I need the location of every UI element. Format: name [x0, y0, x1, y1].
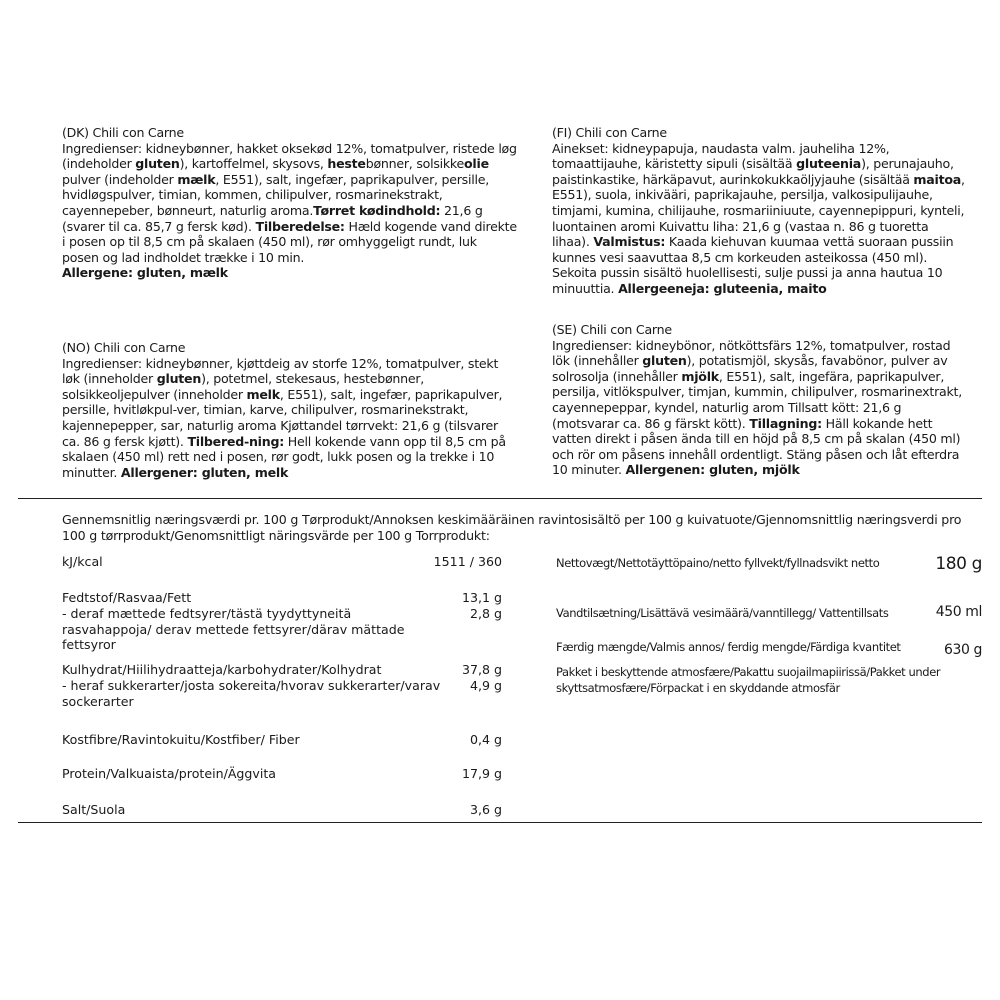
se-title: (SE) Chili con Carne [552, 322, 672, 337]
sugar-label: - heraf sukkerarter/josta sokereita/hvorav sukkerarter/varav sockerarter [62, 678, 441, 709]
dk-ingredients-text-3: bønner, solsikke [365, 156, 465, 172]
net-weight-label: Nettovægt/Nettotäyttöpaino/netto fyllvekt/fyllnadsvikt netto [556, 556, 880, 570]
final-quantity-row [556, 640, 986, 660]
salt-value: 3,6 g [469, 802, 502, 817]
fi-ingredients-text-1: Ainekset: kidneypapuja, naudasta valm. jauheliha 12%, tomaattijauhe, käristetty sipuli (sisältää [552, 140, 890, 172]
se-section [552, 322, 967, 478]
dk-meat-label: Tørret kødindhold: [313, 202, 441, 218]
final-quantity-label: Færdig mængde/Valmis annos/ ferdig mengde/Färdiga kvantitet [556, 640, 901, 654]
water-label: Vandtilsætning/Lisättävä vesimäärä/vanntillegg/ Vattentillsats [556, 606, 889, 620]
nutrition-row-protein [62, 766, 512, 782]
fi-allergen-maitoa: maitoa [913, 171, 962, 187]
water-value: 450 ml [935, 604, 982, 620]
se-ingredients-text-3: , E551), salt, ingefära, paprikapulver, persilja, vitlökspulver, timjan, kummin, chilipulver, rosmarinextrakt, cayennepeppar, kyndel, naturlig arom Tillsatt kött: 21,6 g (motsvarar ca. 86 g färskt kött). [552, 368, 962, 431]
final-quantity-value: 630 g [943, 642, 982, 658]
dk-ingredients-text-4: pulver (indeholder [62, 171, 178, 187]
no-ingredients-label: Ingredienser: [62, 355, 146, 371]
fi-ingredients [552, 141, 967, 297]
no-ingredients-text-2: ), potetmel, stekesaus, hestebønner, solsikkeoljepulver (inneholder [62, 371, 425, 402]
dk-ingredients-text-2: ), kartoffelmel, skysovs, [179, 156, 328, 172]
se-allergen-mjolk: mjölk [681, 368, 719, 384]
no-allergen-gluten: gluten [156, 371, 202, 387]
nutrition-row-carbs [62, 662, 512, 712]
nutrition-row-energy [62, 554, 512, 570]
saturated-fat-label: - deraf mættede fedtsyrer/tästä tyydyttyneitä rasvahappoja/ derav mettede fettsyrer/därav mättade fettsyror [62, 606, 405, 653]
fibre-value: 0,4 g [469, 732, 502, 747]
no-title: (NO) Chili con Carne [62, 340, 186, 355]
dk-allergen-maelk: mælk [177, 171, 216, 187]
fi-title: (FI) Chili con Carne [552, 125, 667, 140]
net-weight-row [556, 556, 986, 580]
no-section [62, 340, 517, 480]
no-prep-text: Hell kokende vann opp til 8,5 cm på skalaen (450 ml) rett ned i posen, rør godt, lukk posen og la trekke i 10 minutter. [62, 433, 506, 480]
dk-allergen-heste: heste [327, 156, 366, 172]
fi-ingredients-text-3: , E551), suola, inkivääri, paprikajauhe, persilja, valkosipulijauhe, timjami, kumina, chilijauhe, rosmariiniuute, cayennepippuri, kynteli, luontainen aromi Kuivattu liha: 21,6 g (vastaa n. 86 g tuoretta lihaa). [552, 171, 965, 250]
fi-allergen-gluteenia: gluteenia [796, 156, 862, 172]
protein-value: 17,9 g [461, 766, 502, 781]
dk-meat-text: 21,6 g (svarer til ca. 85,7 g fersk kød). [62, 202, 483, 234]
no-ingredients-text-1: kidneybønner, kjøttdeig av storfe 12%, tomatpulver, stekt løk (inneholder [62, 355, 499, 387]
nutrition-header: Gennemsnitlig næringsværdi pr. 100 g Tørprodukt/Annoksen keskimääräinen ravintosisältö per 100 g kuivatuote/Gjennomsnittlig næringsverdi pro 100 g tørrprodukt/Genomsnittligt näringsvärde per 100 g Torrprodukt: [62, 512, 962, 543]
se-prep-text: Häll kokande hett vatten direkt i påsen ända till en höjd på 8,5 cm på skalan (450 ml) och rör om påsens innehåll ordentligt. Stäng påsen och låt efterdra 10 minuter. [552, 415, 961, 478]
dk-section [62, 125, 517, 281]
fi-prep-text: Kaada kiehuvan kuumaa vettä suoraan pussiin kunnes vesi saavuttaa 8,5 cm korkeuden asteikossa (450 ml). Sekoita pussin sisältö huolellisesti, sulje pussi ja anna hautua 10 minuuttia. [552, 234, 954, 296]
carb-label: Kulhydrat/Hiilihydraatteja/karbohydrater/Kolhydrat [62, 662, 382, 677]
dk-title: (DK) Chili con Carne [62, 125, 184, 140]
fibre-label: Kostfibre/Ravintokuitu/Kostfiber/ Fiber [62, 732, 300, 747]
fi-prep-label: Valmistus: [593, 234, 666, 250]
no-ingredients [62, 356, 517, 481]
se-ingredients-text-2: ), potatismjöl, skysås, favabönor, pulver av solrosolja (innehåller [552, 353, 948, 384]
nutrition-row-fibre [62, 732, 512, 748]
fat-value: 13,1 g [461, 590, 502, 605]
no-allergen-melk: melk [246, 386, 280, 402]
energy-label: kJ/kcal [62, 554, 103, 569]
se-ingredients [552, 338, 967, 478]
fi-ingredients-text-2: ), perunajauho, paistinkastike, härkäpavut, aurinkokukkaöljyjauhe (sisältää [552, 156, 954, 187]
water-row [556, 606, 986, 626]
nutrition-row-salt [62, 802, 512, 818]
dk-prep-text: Hæld kogende vand direkte i posen op til 8,5 cm på skalaen (450 ml), rør omhyggeligt rundt, luk posen og lad indholdet trække i 10 min. [62, 218, 517, 265]
se-ingredients-text-1: Ingredienser: kidneybönor, nötköttsfärs 12%, tomatpulver, rostad lök (innehåller [552, 337, 951, 369]
se-allergen-gluten: gluten [642, 353, 687, 369]
dk-ingredients-text-1: kidneybønner, hakket oksekød 12%, tomatpulver, ristede løg (indeholder [62, 140, 517, 172]
no-ingredients-text-3: , E551), salt, ingefær, paprikapulver, persille, hvitløkpul-ver, timian, karve, chilipulver, rosmarinekstrakt, kajennepepper, sar, naturlig aroma Kjøttandel tørrvekt: 21,6 g (tilsvarer ca. 86 g fersk kjøtt). [62, 386, 503, 449]
se-allergens: Allergenen: gluten, mjölk [625, 462, 800, 478]
no-allergens: Allergener: gluten, melk [120, 464, 289, 480]
sugar-value: 4,9 g [469, 678, 502, 693]
fi-allergens: Allergeeneja: gluteenia, maito [618, 280, 827, 296]
net-weight-value: 180 g [935, 554, 982, 574]
dk-allergen-gluten: gluten [135, 156, 180, 172]
dk-ingredients-text-5: , E551), salt, ingefær, paprikapulver, persille, hvidløgspulver, timian, kommen, chilipulver, rosmarinekstrakt, cayennepeber, bønneurt, naturlig aroma. [62, 171, 489, 218]
dk-prep-label: Tilberedelse: [255, 218, 345, 234]
fi-section [552, 125, 967, 297]
dk-ingredients-label: Ingredienser: [62, 140, 146, 156]
salt-label: Salt/Suola [62, 802, 126, 817]
dk-allergen-olie: olie [464, 156, 489, 172]
dk-ingredients [62, 141, 517, 266]
energy-value: 1511 / 360 [433, 554, 502, 569]
packaging-note: Pakket i beskyttende atmosfære/Pakattu suojailmapiirissä/Pakket under skyttsatmosfære/Förpackat i en skyddande atmosfär [556, 665, 941, 695]
nutrition-row-fat [62, 590, 512, 653]
protein-label: Protein/Valkuaista/protein/Äggvita [62, 766, 277, 781]
divider-bottom [18, 822, 982, 823]
no-prep-label: Tilbered-ning: [187, 433, 285, 449]
carb-value: 37,8 g [461, 662, 502, 677]
se-prep-label: Tillagning: [749, 415, 822, 431]
dk-allergens: Allergene: gluten, mælk [62, 265, 228, 281]
divider-top [18, 498, 982, 499]
saturated-fat-value: 2,8 g [469, 606, 502, 621]
fat-label: Fedtstof/Rasvaa/Fett [62, 590, 192, 605]
